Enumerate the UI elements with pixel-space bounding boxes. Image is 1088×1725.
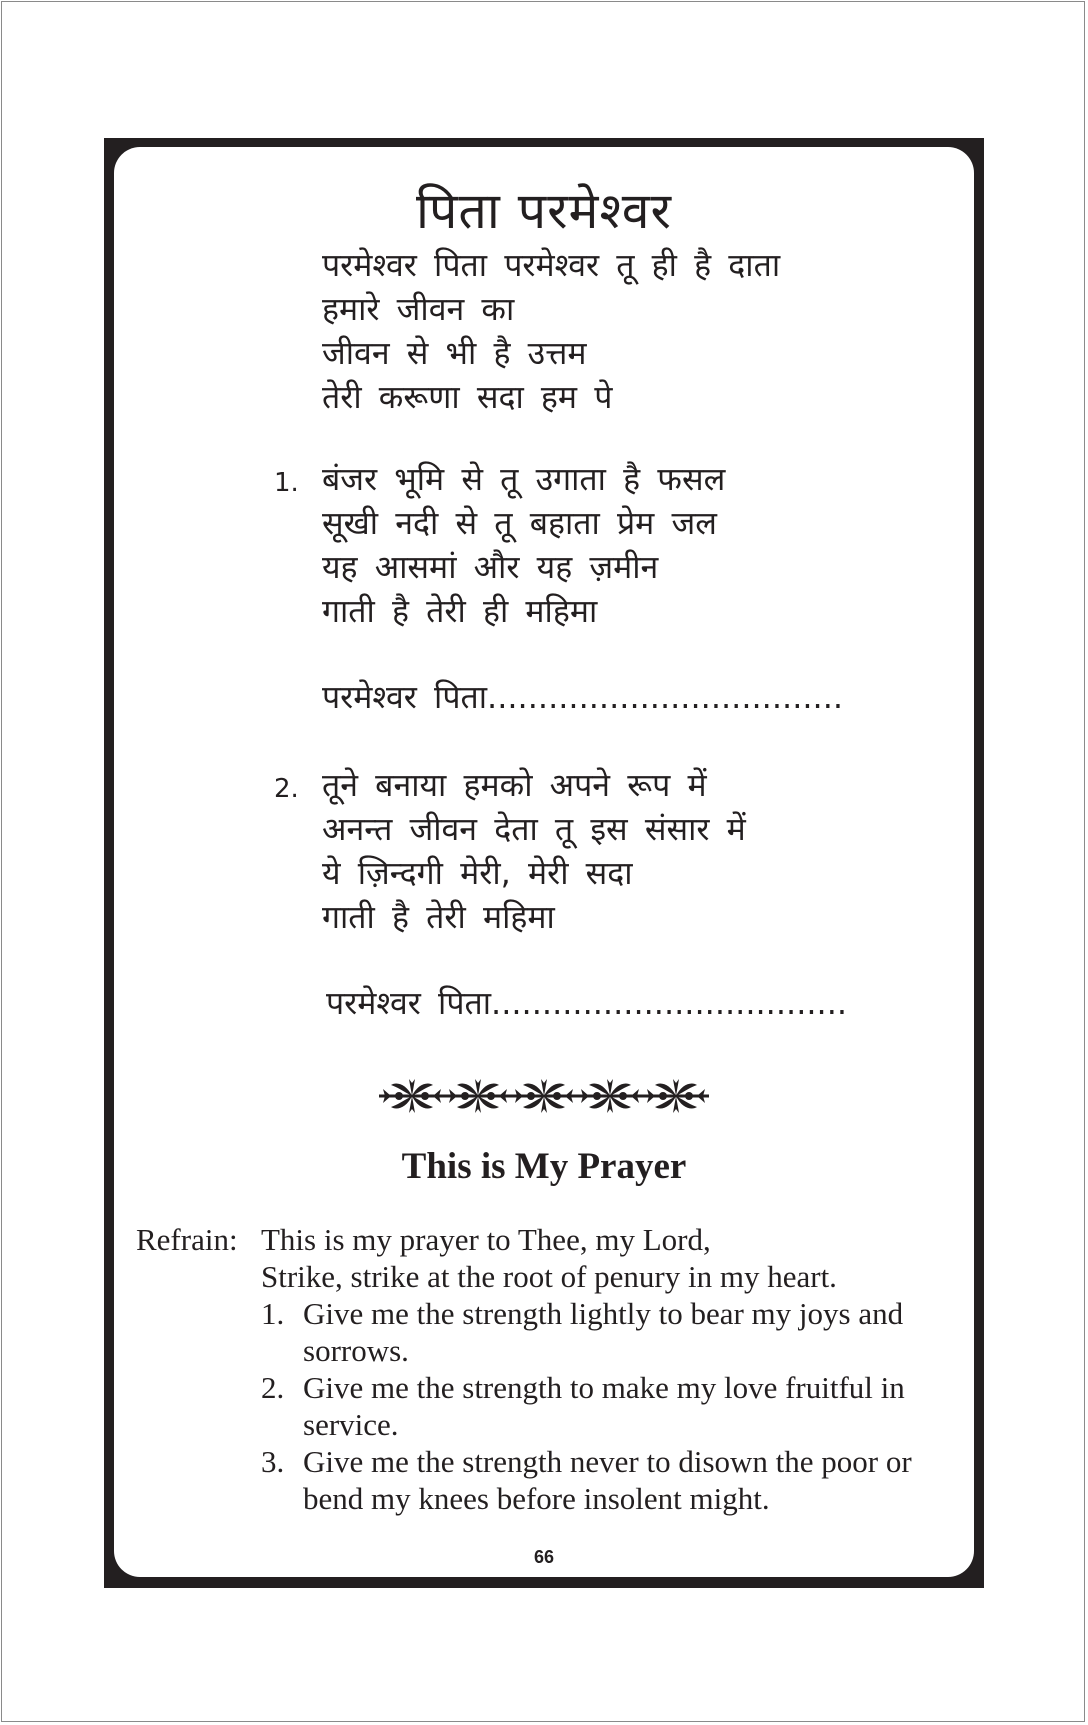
prayer-item-number: 1.: [261, 1296, 285, 1331]
english-song-title: This is My Prayer: [401, 1146, 687, 1187]
chorus-line: तेरी करूणा सदा हम पे: [322, 378, 613, 416]
verse-number: 2.: [274, 774, 299, 804]
prayer-item-number: 3.: [261, 1444, 285, 1479]
chorus-line: परमेश्वर पिता परमेश्वर तू ही है दाता: [322, 246, 781, 284]
verse-number: 1.: [274, 468, 299, 498]
prayer-item-line: Give me the strength never to disown the poor or: [303, 1444, 912, 1479]
chorus-line: जीवन से भी है उत्तम: [322, 334, 587, 372]
verse-line: बंजर भूमि से तू उगाता है फसल: [322, 460, 726, 498]
verse-refrain: परमेश्वर पिता...................................: [326, 984, 848, 1022]
verse-line: तूने बनाया हमको अपने रूप में: [322, 766, 707, 804]
refrain-line: Strike, strike at the root of penury in my heart.: [261, 1259, 837, 1294]
verse-line: गाती है तेरी ही महिमा: [322, 592, 598, 630]
prayer-item-line: Give me the strength to make my love fruitful in: [303, 1370, 905, 1405]
prayer-item-line: bend my knees before insolent might.: [303, 1481, 770, 1516]
verse-line: ये ज़िन्दगी मेरी, मेरी सदा: [322, 854, 633, 892]
page-frame: [104, 138, 984, 1588]
floral-divider-icon: [114, 1075, 974, 1117]
verse-line: यह आसमां और यह ज़मीन: [322, 548, 659, 586]
verse-refrain: परमेश्वर पिता...................................: [322, 678, 844, 716]
prayer-item-line: Give me the strength lightly to bear my joys and: [303, 1296, 904, 1331]
prayer-item-line: service.: [303, 1407, 399, 1442]
hindi-song-title: पिता परमेश्वर: [416, 182, 672, 240]
page-number: 66: [533, 1547, 555, 1567]
verse-line: गाती है तेरी महिमा: [322, 898, 555, 936]
content-panel: [114, 147, 974, 1577]
refrain-line: This is my prayer to Thee, my Lord,: [261, 1222, 711, 1257]
refrain-label: Refrain:: [136, 1222, 238, 1257]
prayer-item-line: sorrows.: [303, 1333, 409, 1368]
verse-line: अनन्त जीवन देता तू इस संसार में: [322, 810, 746, 848]
prayer-item-number: 2.: [261, 1370, 285, 1405]
chorus-line: हमारे जीवन का: [322, 290, 515, 328]
verse-line: सूखी नदी से तू बहाता प्रेम जल: [322, 504, 717, 542]
